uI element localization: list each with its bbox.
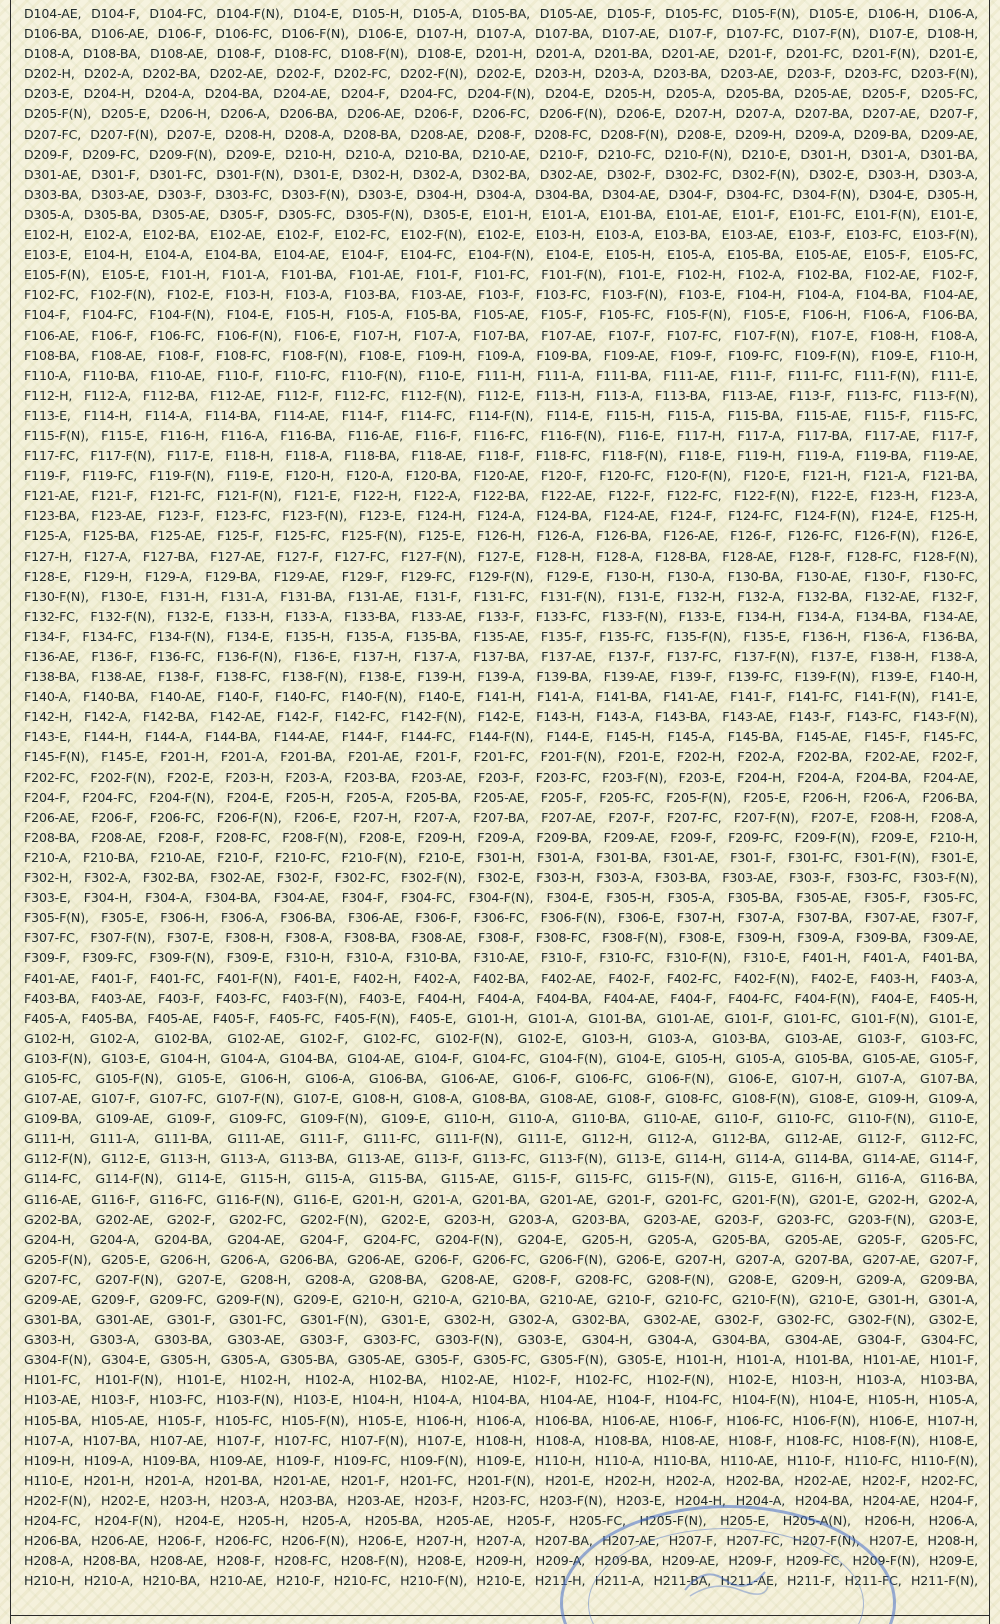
text-line: F403-BA, F403-AE, F403-F, F403-FC, F403-F(N), F403-E, F404-H, F404-A, F404-BA, F404-AE, F404-F, F404-FC, F404-F(N), F404-E, F405-H, [24, 990, 978, 1006]
model-code-list [24, 4, 978, 1591]
text-line: F143-E, F144-H, F144-A, F144-BA, F144-AE, F144-F, F144-FC, F144-F(N), F144-E, F145-H, F145-A, F145-BA, F145-AE, F145-F, F145-FC, [24, 729, 978, 745]
text-line: H206-BA, H206-AE, H206-F, H206-FC, H206-F(N), H206-E, H207-H, H207-A, H207-BA, H207-AE, H207-F, H207-FC, H207-F(N), H207-E, H208-H, [24, 1533, 978, 1549]
text-line: F119-F, F119-FC, F119-F(N), F119-E, F120-H, F120-A, F120-BA, F120-AE, F120-F, F120-FC, F120-F(N), F120-E, F121-H, F121-A, F121-BA, [24, 468, 978, 484]
text-line: F210-A, F210-BA, F210-AE, F210-F, F210-FC, F210-F(N), F210-E, F301-H, F301-A, F301-BA, F301-AE, F301-F, F301-FC, F301-F(N), F301-E, [24, 849, 978, 865]
text-line: H210-H, H210-A, H210-BA, H210-AE, H210-F, H210-FC, H210-F(N), H210-E, H211-H, H211-A, H211-BA, H211-AE, H211-F, H211-FC, H211-F(N), [24, 1573, 978, 1589]
text-line: G303-H, G303-A, G303-BA, G303-AE, G303-F, G303-FC, G303-F(N), G303-E, G304-H, G304-A, G304-BA, G304-AE, G304-F, G304-FC, [24, 1332, 978, 1348]
text-line: H204-FC, H204-F(N), H204-E, H205-H, H205-A, H205-BA, H205-AE, H205-F, H205-FC, H205-F(N), H205-E, H205-A(N), H206-H, H206-A, [24, 1513, 978, 1529]
text-line: H101-FC, H101-F(N), H101-E, H102-H, H102-A, H102-BA, H102-AE, H102-F, H102-FC, H102-F(N), H102-E, H103-H, H103-A, H103-BA, [24, 1372, 978, 1388]
text-line: D104-AE, D104-F, D104-FC, D104-F(N), D104-E, D105-H, D105-A, D105-BA, D105-AE, D105-F, D105-FC, D105-F(N), D105-E, D106-H, D106-A, [24, 6, 978, 21]
text-line: D108-A, D108-BA, D108-AE, D108-F, D108-FC, D108-F(N), D108-E, D201-H, D201-A, D201-BA, D201-AE, D201-F, D201-FC, D201-F(N), D201-E, [24, 46, 978, 62]
text-line: F113-E, F114-H, F114-A, F114-BA, F114-AE, F114-F, F114-FC, F114-F(N), F114-E, F115-H, F115-A, F115-BA, F115-AE, F115-F, F115-FC, [24, 407, 978, 423]
text-line: F115-F(N), F115-E, F116-H, F116-A, F116-BA, F116-AE, F116-F, F116-FC, F116-F(N), F116-E, F117-H, F117-A, F117-BA, F117-AE, F117-F, [24, 427, 978, 443]
text-line: E102-H, E102-A, E102-BA, E102-AE, E102-F, E102-FC, E102-F(N), E102-E, E103-H, E103-A, E103-BA, E103-AE, E103-F, E103-FC, E103-F(N), [24, 227, 978, 243]
text-line: D205-F(N), D205-E, D206-H, D206-A, D206-BA, D206-AE, D206-F, D206-FC, D206-F(N), D206-E, D207-H, D207-A, D207-BA, D207-AE, D207-F, [24, 106, 978, 122]
text-line: G207-FC, G207-F(N), G207-E, G208-H, G208-A, G208-BA, G208-AE, G208-F, G208-FC, G208-F(N), G208-E, G209-H, G209-A, G209-BA, [24, 1271, 978, 1287]
page-border-bottom [10, 1615, 990, 1616]
text-line: G209-AE, G209-F, G209-FC, G209-F(N), G209-E, G210-H, G210-A, G210-BA, G210-AE, G210-F, G210-FC, G210-F(N), G210-E, G301-H, G301-A, [24, 1292, 978, 1307]
text-line: G202-BA, G202-AE, G202-F, G202-FC, G202-F(N), G202-E, G203-H, G203-A, G203-BA, G203-AE, G203-F, G203-FC, G203-F(N), G203-E, [24, 1211, 978, 1227]
text-line: F106-AE, F106-F, F106-FC, F106-F(N), F106-E, F107-H, F107-A, F107-BA, F107-AE, F107-F, F107-FC, F107-F(N), F107-E, F108-H, F108-A, [24, 327, 978, 343]
text-line: G304-F(N), G304-E, G305-H, G305-A, G305-BA, G305-AE, G305-F, G305-FC, G305-F(N), G305-E, H101-H, H101-A, H101-BA, H101-AE, H101-F, [24, 1352, 978, 1368]
text-line: F307-FC, F307-F(N), F307-E, F308-H, F308-A, F308-BA, F308-AE, F308-F, F308-FC, F308-F(N), F308-E, F309-H, F309-A, F309-BA, F309-AE, [24, 930, 978, 946]
text-line: F401-AE, F401-F, F401-FC, F401-F(N), F401-E, F402-H, F402-A, F402-BA, F402-AE, F402-F, F402-FC, F402-F(N), F402-E, F403-H, F403-A, [24, 970, 978, 986]
text-line: F132-FC, F132-F(N), F132-E, F133-H, F133-A, F133-BA, F133-AE, F133-F, F133-FC, F133-F(N), F133-E, F134-H, F134-A, F134-BA, F134-AE, [24, 608, 978, 624]
text-line: G107-AE, G107-F, G107-FC, G107-F(N), G107-E, G108-H, G108-A, G108-BA, G108-AE, G108-F, G108-FC, G108-F(N), G108-E, G109-H, G109-A, [24, 1091, 978, 1107]
text-line: F125-A, F125-BA, F125-AE, F125-F, F125-FC, F125-F(N), F125-E, F126-H, F126-A, F126-BA, F126-AE, F126-F, F126-FC, F126-F(N), F126-E, [24, 528, 978, 544]
text-line: F121-AE, F121-F, F121-FC, F121-F(N), F121-E, F122-H, F122-A, F122-BA, F122-AE, F122-F, F122-FC, F122-F(N), F122-E, F123-H, F123-A, [24, 488, 978, 504]
text-line: H103-AE, H103-F, H103-FC, H103-F(N), H103-E, H104-H, H104-A, H104-BA, H104-AE, H104-F, H104-FC, H104-F(N), H104-E, H105-H, H105-A, [24, 1392, 978, 1408]
text-line: F123-BA, F123-AE, F123-F, F123-FC, F123-F(N), F123-E, F124-H, F124-A, F124-BA, F124-AE, F124-F, F124-FC, F124-F(N), F124-E, F125-H, [24, 508, 978, 524]
text-line: F134-F, F134-FC, F134-F(N), F134-E, F135-H, F135-A, F135-BA, F135-AE, F135-F, F135-FC, F135-F(N), F135-E, F136-H, F136-A, F136-BA, [24, 628, 978, 644]
text-line: F102-FC, F102-F(N), F102-E, F103-H, F103-A, F103-BA, F103-AE, F103-F, F103-FC, F103-F(N), F103-E, F104-H, F104-A, F104-BA, F104-AE, [24, 287, 978, 303]
text-line: F303-E, F304-H, F304-A, F304-BA, F304-AE, F304-F, F304-FC, F304-F(N), F304-E, F305-H, F305-A, F305-BA, F305-AE, F305-F, F305-FC, [24, 890, 978, 906]
text-line: H107-A, H107-BA, H107-AE, H107-F, H107-FC, H107-F(N), H107-E, H108-H, H108-A, H108-BA, H108-AE, H108-F, H108-FC, H108-F(N), H108-E, [24, 1432, 978, 1448]
text-line: G102-H, G102-A, G102-BA, G102-AE, G102-F, G102-FC, G102-F(N), G102-E, G103-H, G103-A, G103-BA, G103-AE, G103-F, G103-FC, [24, 1030, 978, 1046]
text-line: H105-BA, H105-AE, H105-F, H105-FC, H105-F(N), H105-E, H106-H, H106-A, H106-BA, H106-AE, H106-F, H106-FC, H106-F(N), H106-E, H107-H, [24, 1412, 978, 1428]
text-line: F305-F(N), F305-E, F306-H, F306-A, F306-BA, F306-AE, F306-F, F306-FC, F306-F(N), F306-E, F307-H, F307-A, F307-BA, F307-AE, F307-F, [24, 910, 978, 926]
text-line: G301-BA, G301-AE, G301-F, G301-FC, G301-F(N), G301-E, G302-H, G302-A, G302-BA, G302-AE, G302-F, G302-FC, G302-F(N), G302-E, [24, 1312, 978, 1328]
text-line: H202-F(N), H202-E, H203-H, H203-A, H203-BA, H203-AE, H203-F, H203-FC, H203-F(N), H203-E, H204-H, H204-A, H204-BA, H204-AE, H204-F, [24, 1492, 978, 1508]
text-line: G103-F(N), G103-E, G104-H, G104-A, G104-BA, G104-AE, G104-F, G104-FC, G104-F(N), G104-E, G105-H, G105-A, G105-BA, G105-AE, G105-F, [24, 1050, 978, 1066]
text-line: F138-BA, F138-AE, F138-F, F138-FC, F138-F(N), F138-E, F139-H, F139-A, F139-BA, F139-AE, F139-F, F139-FC, F139-F(N), F139-E, F140-H, [24, 669, 978, 685]
text-line: D106-BA, D106-AE, D106-F, D106-FC, D106-F(N), D106-E, D107-H, D107-A, D107-BA, D107-AE, D107-F, D107-FC, D107-F(N), D107-E, D108-H, [24, 26, 978, 42]
text-line: H110-E, H201-H, H201-A, H201-BA, H201-AE, H201-F, H201-FC, H201-F(N), H201-E, H202-H, H202-A, H202-BA, H202-AE, H202-F, H202-FC, [24, 1472, 978, 1488]
text-line: G114-FC, G114-F(N), G114-E, G115-H, G115-A, G115-BA, G115-AE, G115-F, G115-FC, G115-F(N), G115-E, G116-H, G116-A, G116-BA, [24, 1171, 978, 1187]
text-line: F208-BA, F208-AE, F208-F, F208-FC, F208-F(N), F208-E, F209-H, F209-A, F209-BA, F209-AE, F209-F, F209-FC, F209-F(N), F209-E, F210-H, [24, 829, 978, 845]
text-line: D209-F, D209-FC, D209-F(N), D209-E, D210-H, D210-A, D210-BA, D210-AE, D210-F, D210-FC, D210-F(N), D210-E, D301-H, D301-A, D301-BA, [24, 146, 978, 162]
text-line: F117-FC, F117-F(N), F117-E, F118-H, F118-A, F118-BA, F118-AE, F118-F, F118-FC, F118-F(N), F118-E, F119-H, F119-A, F119-BA, F119-AE, [24, 448, 978, 464]
text-line: F110-A, F110-BA, F110-AE, F110-F, F110-FC, F110-F(N), F110-E, F111-H, F111-A, F111-BA, F111-AE, F111-F, F111-FC, F111-F(N), F111-E, [24, 367, 978, 383]
text-line: F136-AE, F136-F, F136-FC, F136-F(N), F136-E, F137-H, F137-A, F137-BA, F137-AE, F137-F, F137-FC, F137-F(N), F137-E, F138-H, F138-A, [24, 649, 978, 664]
text-line: G204-H, G204-A, G204-BA, G204-AE, G204-F, G204-FC, G204-F(N), G204-E, G205-H, G205-A, G205-BA, G205-AE, G205-F, G205-FC, [24, 1231, 978, 1247]
text-line: H208-A, H208-BA, H208-AE, H208-F, H208-FC, H208-F(N), H208-E, H209-H, H209-A, H209-BA, H209-AE, H209-F, H209-FC, H209-F(N), H209-E, [24, 1553, 978, 1569]
text-line: D301-AE, D301-F, D301-FC, D301-F(N), D301-E, D302-H, D302-A, D302-BA, D302-AE, D302-F, D302-FC, D302-F(N), D302-E, D303-H, D303-A, [24, 166, 978, 182]
text-line: G205-F(N), G205-E, G206-H, G206-A, G206-BA, G206-AE, G206-F, G206-FC, G206-F(N), G206-E, G207-H, G207-A, G207-BA, G207-AE, G207-F, [24, 1251, 978, 1267]
text-line: G105-FC, G105-F(N), G105-E, G106-H, G106-A, G106-BA, G106-AE, G106-F, G106-FC, G106-F(N), G106-E, G107-H, G107-A, G107-BA, [24, 1070, 978, 1086]
text-line: F142-H, F142-A, F142-BA, F142-AE, F142-F, F142-FC, F142-F(N), F142-E, F143-H, F143-A, F143-BA, F143-AE, F143-F, F143-FC, F143-F(N), [24, 709, 978, 725]
text-line: F206-AE, F206-F, F206-FC, F206-F(N), F206-E, F207-H, F207-A, F207-BA, F207-AE, F207-F, F207-FC, F207-F(N), F207-E, F208-H, F208-A, [24, 809, 978, 825]
text-line: F127-H, F127-A, F127-BA, F127-AE, F127-F, F127-FC, F127-F(N), F127-E, F128-H, F128-A, F128-BA, F128-AE, F128-F, F128-FC, F128-F(N), [24, 548, 978, 564]
text-line: E103-E, E104-H, E104-A, E104-BA, E104-AE, E104-F, E104-FC, E104-F(N), E104-E, E105-H, E105-A, E105-BA, E105-AE, E105-F, E105-FC, [24, 247, 978, 263]
text-line: F204-F, F204-FC, F204-F(N), F204-E, F205-H, F205-A, F205-BA, F205-AE, F205-F, F205-FC, F205-F(N), F205-E, F206-H, F206-A, F206-BA, [24, 789, 978, 805]
text-line: D203-E, D204-H, D204-A, D204-BA, D204-AE, D204-F, D204-FC, D204-F(N), D204-E, D205-H, D205-A, D205-BA, D205-AE, D205-F, D205-FC, [24, 86, 978, 102]
text-line: F108-BA, F108-AE, F108-F, F108-FC, F108-F(N), F108-E, F109-H, F109-A, F109-BA, F109-AE, F109-F, F109-FC, F109-F(N), F109-E, F110-H, [24, 347, 978, 363]
text-line: D207-FC, D207-F(N), D207-E, D208-H, D208-A, D208-BA, D208-AE, D208-F, D208-FC, D208-F(N), D208-E, D209-H, D209-A, D209-BA, D209-AE, [24, 126, 978, 142]
text-line: F145-F(N), F145-E, F201-H, F201-A, F201-BA, F201-AE, F201-F, F201-FC, F201-F(N), F201-E, F202-H, F202-A, F202-BA, F202-AE, F202-F, [24, 749, 978, 765]
text-line: F140-A, F140-BA, F140-AE, F140-F, F140-FC, F140-F(N), F140-E, F141-H, F141-A, F141-BA, F141-AE, F141-F, F141-FC, F141-F(N), F141-E, [24, 689, 978, 705]
text-line: F128-E, F129-H, F129-A, F129-BA, F129-AE, F129-F, F129-FC, F129-F(N), F129-E, F130-H, F130-A, F130-BA, F130-AE, F130-F, F130-FC, [24, 568, 978, 584]
text-line: F202-FC, F202-F(N), F202-E, F203-H, F203-A, F203-BA, F203-AE, F203-F, F203-FC, F203-F(N), F203-E, F204-H, F204-A, F204-BA, F204-AE, [24, 769, 978, 785]
text-line: F309-F, F309-FC, F309-F(N), F309-E, F310-H, F310-A, F310-BA, F310-AE, F310-F, F310-FC, F310-F(N), F310-E, F401-H, F401-A, F401-BA, [24, 950, 978, 966]
text-line: E105-F(N), E105-E, F101-H, F101-A, F101-BA, F101-AE, F101-F, F101-FC, F101-F(N), F101-E, F102-H, F102-A, F102-BA, F102-AE, F102-F, [24, 267, 978, 283]
text-line: D303-BA, D303-AE, D303-F, D303-FC, D303-F(N), D303-E, D304-H, D304-A, D304-BA, D304-AE, D304-F, D304-FC, D304-F(N), D304-E, D305-H, [24, 186, 978, 202]
text-line: D305-A, D305-BA, D305-AE, D305-F, D305-FC, D305-F(N), D305-E, E101-H, E101-A, E101-BA, E101-AE, E101-F, E101-FC, E101-F(N), E101-E, [24, 206, 978, 222]
text-line: F130-F(N), F130-E, F131-H, F131-A, F131-BA, F131-AE, F131-F, F131-FC, F131-F(N), F131-E, F132-H, F132-A, F132-BA, F132-AE, F132-F, [24, 588, 978, 604]
text-line: F405-A, F405-BA, F405-AE, F405-F, F405-FC, F405-F(N), F405-E, G101-H, G101-A, G101-BA, G101-AE, G101-F, G101-FC, G101-F(N), G101-E, [24, 1010, 978, 1026]
text-line: G112-F(N), G112-E, G113-H, G113-A, G113-BA, G113-AE, G113-F, G113-FC, G113-F(N), G113-E, G114-H, G114-A, G114-BA, G114-AE, G114-F, [24, 1151, 978, 1167]
text-line: F104-F, F104-FC, F104-F(N), F104-E, F105-H, F105-A, F105-BA, F105-AE, F105-F, F105-FC, F105-F(N), F105-E, F106-H, F106-A, F106-BA, [24, 307, 978, 323]
text-line: F302-H, F302-A, F302-BA, F302-AE, F302-F, F302-FC, F302-F(N), F302-E, F303-H, F303-A, F303-BA, F303-AE, F303-F, F303-FC, F303-F(N), [24, 870, 978, 886]
text-line: H109-H, H109-A, H109-BA, H109-AE, H109-F, H109-FC, H109-F(N), H109-E, H110-H, H110-A, H110-BA, H110-AE, H110-F, H110-FC, H110-F(N), [24, 1452, 978, 1468]
text-line: G109-BA, G109-AE, G109-F, G109-FC, G109-F(N), G109-E, G110-H, G110-A, G110-BA, G110-AE, G110-F, G110-FC, G110-F(N), G110-E, [24, 1111, 978, 1127]
text-line: G111-H, G111-A, G111-BA, G111-AE, G111-F, G111-FC, G111-F(N), G111-E, G112-H, G112-A, G112-BA, G112-AE, G112-F, G112-FC, [24, 1131, 978, 1147]
text-line: D202-H, D202-A, D202-BA, D202-AE, D202-F, D202-FC, D202-F(N), D202-E, D203-H, D203-A, D203-BA, D203-AE, D203-F, D203-FC, D203-F(N), [24, 66, 978, 82]
text-line: F112-H, F112-A, F112-BA, F112-AE, F112-F, F112-FC, F112-F(N), F112-E, F113-H, F113-A, F113-BA, F113-AE, F113-F, F113-FC, F113-F(N), [24, 387, 978, 403]
text-line: G116-AE, G116-F, G116-FC, G116-F(N), G116-E, G201-H, G201-A, G201-BA, G201-AE, G201-F, G201-FC, G201-F(N), G201-E, G202-H, G202-A, [24, 1191, 978, 1207]
